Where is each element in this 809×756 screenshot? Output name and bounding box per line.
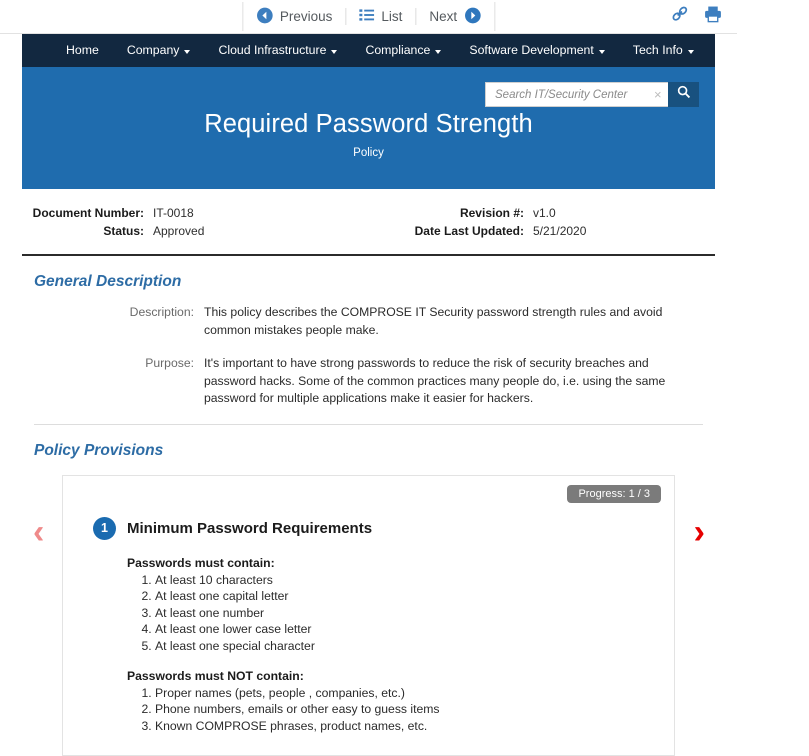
page-subtitle: Policy <box>22 147 715 159</box>
must-contain-heading: Passwords must contain: <box>127 556 654 570</box>
search-area <box>485 82 699 107</box>
nav-label: Software Development <box>469 34 593 67</box>
purpose-text: It's important to have strong passwords to reduce the risk of security breaches and password hacks. Some of the common practices many people do, i.e. using the same password for multiple applications make it easier for hackers. <box>204 355 696 408</box>
nav-label: Zavanta Help <box>722 34 795 67</box>
metadata-left-column <box>22 206 378 238</box>
metadata-right-column <box>378 206 586 238</box>
top-toolbar <box>0 0 737 34</box>
provisions-carousel <box>22 475 715 756</box>
metadata-label: Revision #: <box>378 206 533 220</box>
metadata-row-date-updated <box>378 224 586 238</box>
nav-item-zavanta-help[interactable] <box>708 34 809 67</box>
link-icon[interactable] <box>670 4 690 24</box>
search-input[interactable] <box>495 89 651 101</box>
nav-label: Compliance <box>365 34 430 67</box>
previous-label: Previous <box>280 9 333 24</box>
carousel-prev-arrow[interactable]: ‹ <box>33 515 44 549</box>
list-item: 4. At least one lower case letter <box>155 622 654 636</box>
nav-item-home[interactable] <box>52 34 113 67</box>
list-item: 3. Known COMPROSE phrases, product names, etc. <box>155 719 654 733</box>
arrow-right-circle-icon <box>464 7 481 27</box>
nav-item-compliance[interactable] <box>351 34 455 67</box>
chevron-down-icon <box>331 50 337 54</box>
list-icon <box>359 8 374 25</box>
must-contain-block <box>127 556 654 653</box>
carousel-next-arrow[interactable]: › <box>694 515 705 549</box>
step-title: Minimum Password Requirements <box>127 520 372 537</box>
list-button[interactable] <box>346 2 415 31</box>
list-item: 5. At least one special character <box>155 639 654 653</box>
metadata-label: Status: <box>22 224 153 238</box>
must-not-contain-block <box>127 669 654 733</box>
search-button[interactable] <box>668 82 699 107</box>
progress-badge: Progress: 1 / 3 <box>567 485 661 503</box>
metadata-value: 5/21/2020 <box>533 224 586 238</box>
page-container <box>22 34 715 756</box>
next-label: Next <box>429 9 457 24</box>
list-item: 1. At least 10 characters <box>155 573 654 587</box>
nav-item-software-development[interactable] <box>455 34 618 67</box>
metadata-row-revision <box>378 206 586 220</box>
search-icon <box>677 85 691 104</box>
general-description-body <box>22 291 715 408</box>
provision-step-header <box>93 517 654 540</box>
nav-item-tech-info[interactable] <box>619 34 708 67</box>
metadata-label: Document Number: <box>22 206 153 220</box>
section-heading-policy-provisions: Policy Provisions <box>22 425 715 460</box>
toolbar-actions <box>670 4 723 24</box>
nav-label: Cloud Infrastructure <box>218 34 326 67</box>
must-contain-list <box>129 573 654 653</box>
search-box[interactable] <box>485 82 668 107</box>
nav-label: Tech Info <box>633 34 683 67</box>
must-not-contain-list <box>129 686 654 733</box>
list-label: List <box>381 9 402 24</box>
provision-card <box>62 475 675 756</box>
metadata-value: IT-0018 <box>153 206 194 220</box>
document-metadata <box>22 189 715 256</box>
previous-button[interactable] <box>243 2 346 31</box>
chevron-down-icon <box>599 50 605 54</box>
list-item: 2. At least one capital letter <box>155 589 654 603</box>
description-row <box>22 304 715 339</box>
section-heading-general-description: General Description <box>22 256 715 291</box>
list-item: 3. At least one number <box>155 606 654 620</box>
nav-label: Company <box>127 34 180 67</box>
must-not-contain-heading: Passwords must NOT contain: <box>127 669 654 683</box>
purpose-label: Purpose: <box>22 355 204 408</box>
document-nav-group <box>242 2 495 31</box>
metadata-label: Date Last Updated: <box>378 224 533 238</box>
chevron-down-icon <box>184 50 190 54</box>
clear-search-icon[interactable]: × <box>651 88 665 101</box>
chevron-down-icon <box>435 50 441 54</box>
purpose-row <box>22 355 715 408</box>
nav-item-cloud-infrastructure[interactable] <box>204 34 351 67</box>
document-banner <box>22 67 715 189</box>
metadata-value: Approved <box>153 224 204 238</box>
list-item: 2. Phone numbers, emails or other easy to guess items <box>155 702 654 716</box>
nav-item-company[interactable] <box>113 34 205 67</box>
description-text: This policy describes the COMPROSE IT Security password strength rules and avoid common mistakes people make. <box>204 304 696 339</box>
page-title: Required Password Strength <box>22 110 715 139</box>
description-label: Description: <box>22 304 204 339</box>
chevron-down-icon <box>688 50 694 54</box>
metadata-value: v1.0 <box>533 206 556 220</box>
print-icon[interactable] <box>703 4 723 24</box>
metadata-row-status <box>22 224 378 238</box>
list-item: 1. Proper names (pets, people , companies, etc.) <box>155 686 654 700</box>
nav-label: Home <box>66 34 99 67</box>
next-button[interactable] <box>416 2 494 31</box>
step-number-badge: 1 <box>93 517 116 540</box>
arrow-left-circle-icon <box>256 7 273 27</box>
metadata-row-document-number <box>22 206 378 220</box>
main-navigation <box>22 34 715 67</box>
